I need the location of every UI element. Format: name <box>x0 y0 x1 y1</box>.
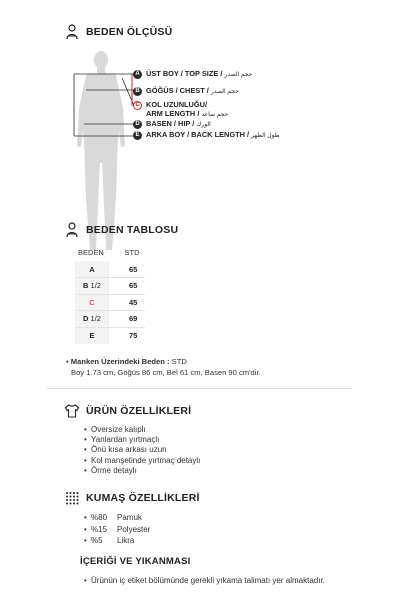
list-item: • Yanlardan yırtmaçlı <box>84 435 200 445</box>
model-measurements: Boy 1.73 cm, Göğüs 86 cm, Bel 61 cm, Basen 90 cm'dir. <box>71 367 261 377</box>
care-title: İÇERİĞİ VE YIKANMASI <box>80 556 191 567</box>
size-cell: A <box>75 261 109 278</box>
tshirt-icon <box>64 403 80 419</box>
section-divider <box>46 388 352 389</box>
size-table-header <box>64 222 178 238</box>
size-column-header: BEDEN <box>78 247 104 257</box>
measurement-b: B GÖĞÜS / CHEST / حجم الصدر <box>133 87 239 97</box>
size-guide-title: BEDEN ÖLÇÜSÜ <box>86 26 173 38</box>
model-info: • Manken Üzerindeki Beden : STD Boy 1.73 cm, Göğüs 86 cm, Bel 61 cm, Basen 90 cm'dir. <box>66 357 261 377</box>
measurement-a: A ÜST BOY / TOP SIZE / حجم الصدر <box>133 70 252 80</box>
list-item: • Kol manşetinde yırtmaç detaylı <box>84 456 200 466</box>
size-table-title: BEDEN TABLOSU <box>86 224 179 236</box>
ruler-person-icon <box>64 24 80 40</box>
size-cell: E <box>75 327 109 344</box>
size-table <box>75 243 145 344</box>
list-item: • %80 Pamuk <box>84 512 150 524</box>
std-cell: 45 <box>109 294 145 311</box>
list-item: • %15 Polyester <box>84 524 150 536</box>
size-cell: D 1/2 <box>75 311 109 328</box>
measurement-letter: C <box>133 101 142 110</box>
table-row <box>75 294 145 311</box>
measurement-letter: A <box>133 70 142 79</box>
table-row <box>75 311 145 328</box>
list-item: • Örme detaylı <box>84 466 200 476</box>
std-cell: 65 <box>129 264 138 274</box>
list-item: • Ürünün iç etiket bölümünde gerekli yıkama talimatı yer almaktadır. <box>84 576 334 586</box>
list-item: • %5 Likra <box>84 535 150 547</box>
std-cell: 69 <box>109 311 145 328</box>
list-item: • Oversize kalıplı <box>84 425 200 435</box>
measurement-c: C KOL UZUNLUĞU/ ARM LENGTH / حجم ساعد <box>133 101 228 119</box>
measurement-d: D BASEN / HIP / الورك <box>133 120 211 130</box>
std-cell: 65 <box>109 278 145 295</box>
ruler-person-icon <box>64 222 80 238</box>
measurement-letter: E <box>133 131 142 140</box>
measurement-e: E ARKA BOY / BACK LENGTH / طول الظهر <box>133 131 280 141</box>
table-row <box>75 278 145 295</box>
fabric-header <box>64 490 200 506</box>
fabric-list <box>84 512 150 547</box>
table-row <box>75 327 145 344</box>
size-cell: C <box>75 294 109 311</box>
care-list <box>84 576 334 586</box>
fabric-texture-icon <box>64 490 80 506</box>
measurement-letter: B <box>133 87 142 96</box>
model-size-label: Manken Üzerindeki Beden : <box>70 357 170 366</box>
size-guide-header <box>64 24 172 40</box>
size-cell: B 1/2 <box>75 278 109 295</box>
model-size-value: STD <box>171 357 187 366</box>
std-column-header: STD <box>124 247 140 257</box>
product-features-title: ÜRÜN ÖZELLİKLERİ <box>86 405 192 417</box>
measurement-letter: D <box>133 120 142 129</box>
fabric-title: KUMAŞ ÖZELLİKLERİ <box>86 492 200 504</box>
list-item: • Önü kısa arkası uzun <box>84 445 200 455</box>
std-cell: 75 <box>109 327 145 344</box>
product-features-header <box>64 403 191 419</box>
table-row <box>75 261 145 278</box>
product-features-list <box>84 425 200 476</box>
